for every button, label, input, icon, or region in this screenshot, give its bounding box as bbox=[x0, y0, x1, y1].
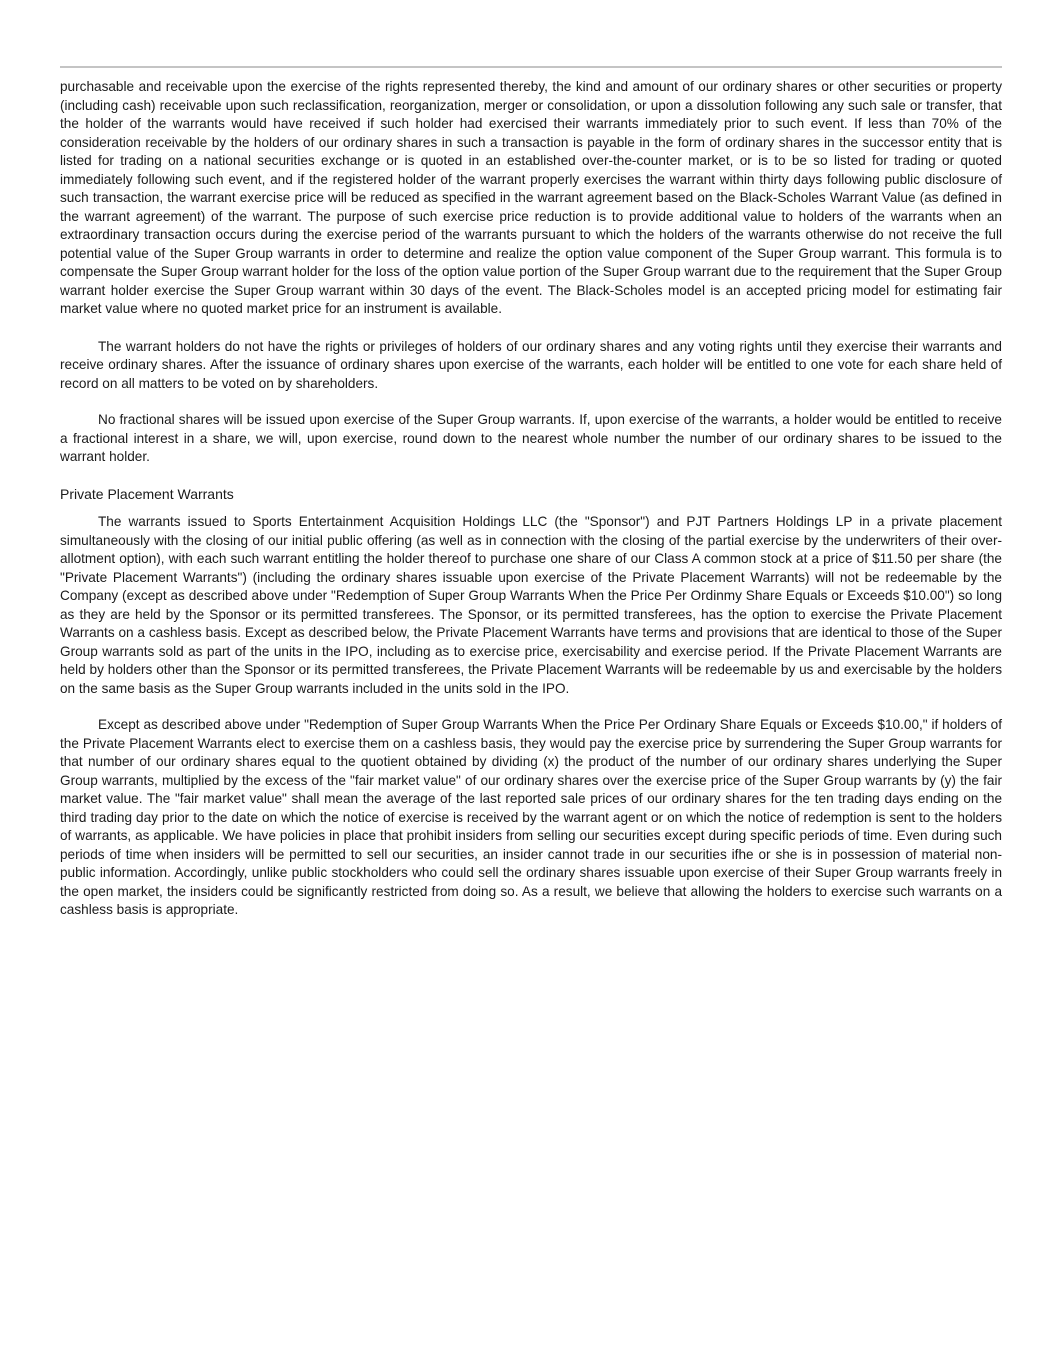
paragraph-private-placement: The warrants issued to Sports Entertainment Acquisition Holdings LLC (the "Sponsor") and PJT Partners Holdings LP in a private placement simultaneously with the closing of our initial public offering (as well as in connection with the closing of the partial exercise by the underwriters of their over-allotment option), with each such warrant entitling the holder thereof to purchase one share of our Class A common stock at a price of $11.50 per share (the "Private Placement Warrants") (including the ordinary shares issuable upon exercise of the Private Placement Warrants) will not be redeemable by the Company (except as described above under "Redemption of Super Group Warrants When the Price Per Ordinmy Share Equals or Exceeds $10.00") so long as they are held by the Sponsor or its permitted transferees. The Sponsor, or its permitted transferees, has the option to exercise the Private Placement Warrants on a cashless basis. Except as described below, the Private Placement Warrants have terms and provisions that are identical to those of the Super Group warrants sold as part of the units in the IPO, including as to exercise price, exercisability and exercise period. If the Private Placement Warrants are held by holders other than the Sponsor or its permitted transferees, the Private Placement Warrants will be redeemable by us and exercisable by the holders on the same basis as the Super Group warrants included in the units sold in the IPO. bbox=[60, 514, 1002, 696]
paragraph-voting-rights: The warrant holders do not have the rights or privileges of holders of our ordinary shares and any voting rights until they exercise their warrants and receive ordinary shares. After the issuance of ordinary shares upon exercise of the warrants, each holder will be entitled to one vote for each share held of record on all matters to be voted on by shareholders. bbox=[60, 338, 1002, 391]
paragraph-fractional-shares: No fractional shares will be issued upon exercise of the Super Group warrants. If, upon exercise of the warrants, a holder would be entitled to receive a fractional interest in a share, we will, upon exercise, round down to the nearest whole number the number of our ordinary shares to be issued to the warrant holder. bbox=[60, 412, 1002, 464]
paragraph-cashless-exercise: Except as described above under "Redemption of Super Group Warrants When the Price Per Ordinary Share Equals or Exceeds $10.00," if holders of the Private Placement Warrants elect to exercise them on a cashless basis, they would pay the exercise price by surrendering the Super Group warrants for that number of our ordinary shares equal to the quotient obtained by dividing (x) the product of the number of our ordinary shares underlying the Super Group warrants, multiplied by the excess of the "fair market value" of our ordinary shares over the exercise price of the Super Group warrants by (y) the fair market value. The "fair market value" shall mean the average of the last reported sale prices of our ordinary shares for the ten trading days ending on the third trading day prior to the date on which the notice of exercise is received by the warrant agent or on which the notice of redemption is sent to the holders of warrants, as applicable. We have policies in place that prohibit insiders from selling our securities except during specific periods of time. Even during such periods of time when insiders will be permitted to sell our securities, an insider cannot trade in our securities ifhe or she is in possession of material non-public information. Accordingly, unlike public stockholders who could sell the ordinary shares issuable upon exercise of their Super Group warrants freely in the open market, the insiders could be significantly restricted from doing so. As a result, we believe that allowing the holders to exercise such warrants on a cashless basis is appropriate. bbox=[60, 717, 1002, 917]
header-rule bbox=[60, 66, 1002, 68]
document-body bbox=[60, 78, 1002, 920]
section-heading: Private Placement Warrants bbox=[60, 485, 234, 502]
spacer bbox=[60, 467, 1002, 485]
paragraph-warrant-adjustment: purchasable and receivable upon the exercise of the rights represented thereby, the kind and amount of our ordinary shares or other securities or property (including cash) receivable upon such reclassification, reorganization, merger or consolidation, or upon a dissolution following any such sale or transfer, that the holder of the warrants would have received if such holder had exercised their warrants immediately prior to such event. If less than 70% of the consideration receivable by the holders of our ordinary shares in such a transaction is payable in the form of ordinary shares in the successor entity that is listed for trading on a national securities exchange or is quoted in an established over-the-counter market, or is to be so listed for trading or quoted immediately following such event, and if the registered holder of the warrant properly exercises the warrant within thirty days following public disclosure of such transaction, the warrant exercise price will be reduced as specified in the warrant agreement based on the Black-Scholes Warrant Value (as defined in the warrant agreement) of the warrant. The purpose of such exercise price reduction is to provide additional value to holders of the warrants when an extraordinary transaction occurs during the exercise period of the warrants pursuant to which the holders of the warrants otherwise do not receive the full potential value of the Super Group warrants in order to determine and realize the option value component of the Super Group warrant. This formula is to compensate the Super Group warrant holder for the loss of the option value portion of the Super Group warrant due to the requirement that the Super Group warrant holder exercise the Super Group warrant within 30 days of the event. The Black-Scholes model is an accepted pricing model for estimating fair market value where no quoted market price for an instrument is available. bbox=[60, 79, 1002, 316]
